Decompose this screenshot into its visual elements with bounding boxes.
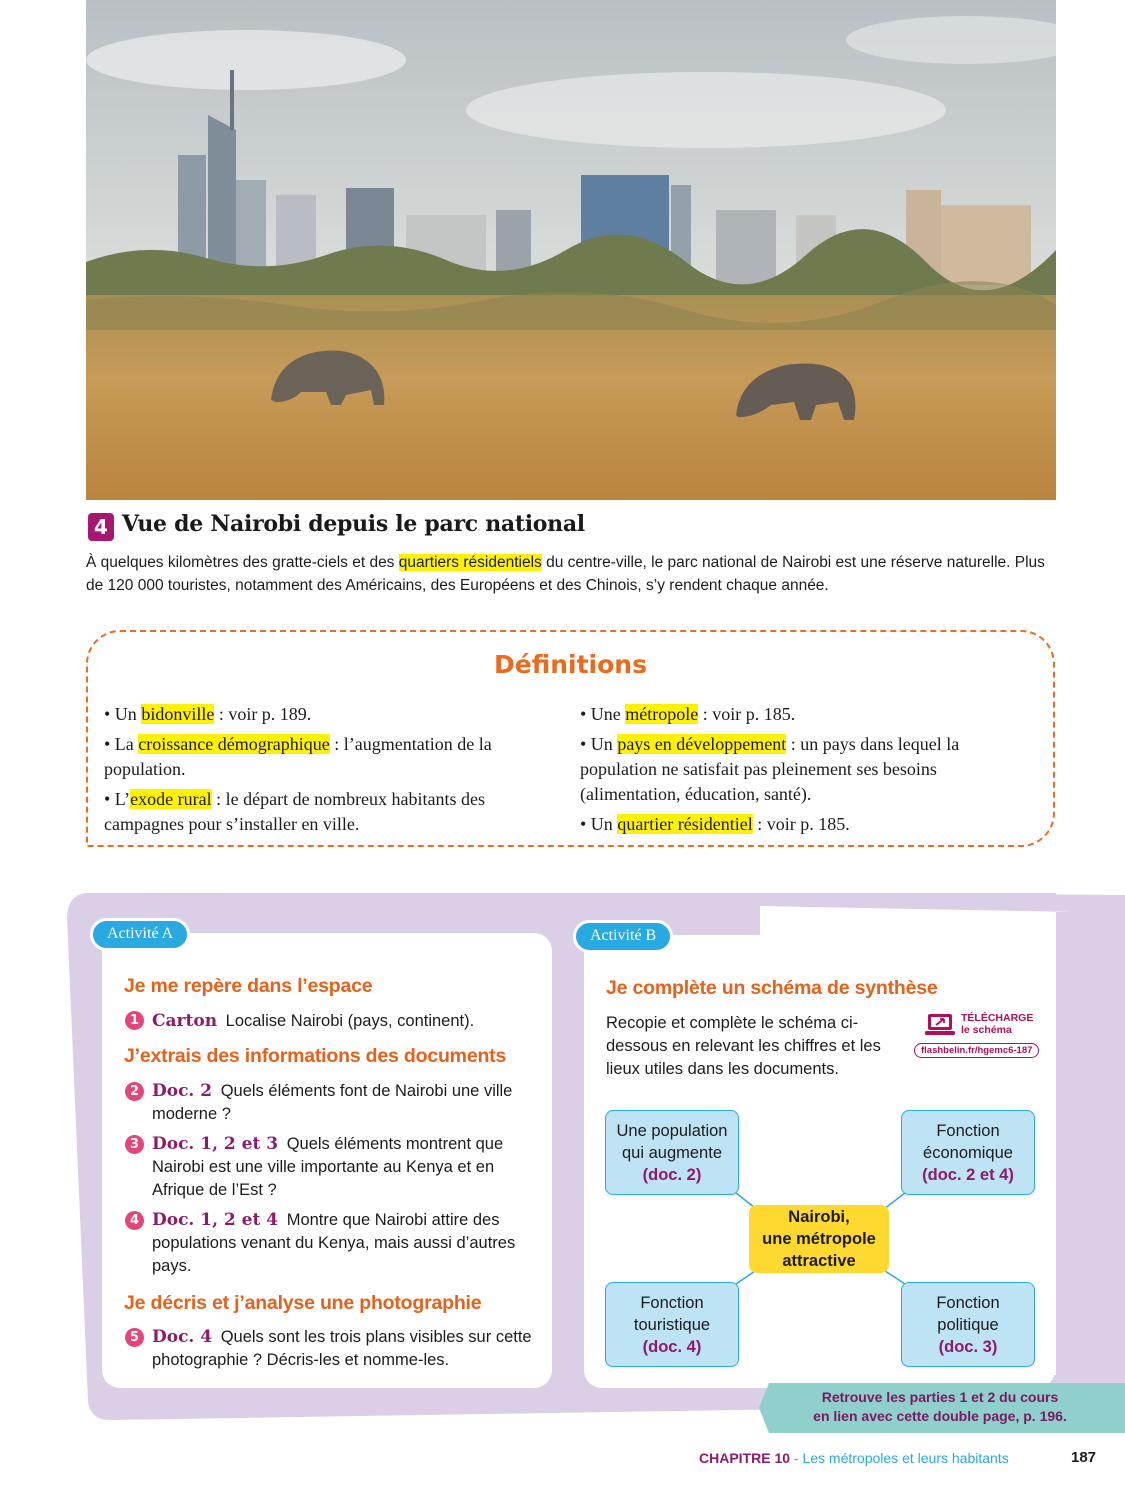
download-label: TÉLÉCHARGE le schéma [961,1012,1034,1036]
schema-node-population: Une population qui augmente (doc. 2) [605,1110,739,1195]
section-title-photo: Je décris et j’analyse une photographie [124,1292,482,1314]
definition-term: pays en développement [617,734,787,754]
question-3 [152,1133,537,1202]
question-2 [152,1080,522,1126]
question-number: 4 [125,1211,144,1230]
laptop-download-icon [924,1012,956,1038]
definition-term: bidonville [141,704,215,724]
definitions-left-column [104,702,524,842]
question-4 [152,1209,527,1278]
question-reference: Doc. 1, 2 et 4 [152,1210,279,1230]
question-text: Montre que Nairobi attire des populations venant du Kenya, mais aussi d’autres pays. [152,1211,516,1275]
document-caption [86,551,1066,597]
activity-a-tab: Activité A [90,918,190,951]
page-number: 187 [1071,1449,1097,1466]
section-title-schema: Je complète un schéma de synthèse [606,977,938,999]
document-number-badge: 4 [88,513,114,541]
question-reference: Doc. 2 [152,1081,213,1101]
schema-instructions: Recopie et complète le schéma ci-dessous en relevant les chiffres et les lieux utiles dans les documents. [606,1014,881,1078]
caption-text-1: À quelques kilomètres des gratte-ciels et des [86,554,399,571]
question-reference: Carton [152,1011,218,1031]
question-reference: Doc. 1, 2 et 3 [152,1134,279,1154]
schema-node-tourism: Fonction touristique (doc. 4) [605,1282,739,1367]
definition-item: • L’exode rural : le départ de nombreux habitants des campagnes pour s’installer en ville. [104,789,486,834]
caption-highlight: quartiers résidentiels [398,554,542,571]
schema-node-center: Nairobi, une métropole attractive [749,1205,889,1273]
definition-item: • Une métropole : voir p. 185. [580,704,796,724]
question-number: 3 [125,1135,144,1154]
definition-term: métropole [625,704,699,724]
section-title-space: Je me repère dans l’espace [124,975,373,997]
download-link[interactable]: flashbelin.fr/hgemc6-187 [914,1043,1039,1058]
definition-item: • Un bidonville : voir p. 189. [104,704,312,724]
definition-item: • Un pays en développement : un pays dans lequel la population ne satisfait pas pleinement ses besoins (alimentation, éducation, santé). [580,734,960,804]
question-text: Quels éléments font de Nairobi une ville moderne ? [152,1082,513,1123]
document-title: Vue de Nairobi depuis le parc national [122,511,585,537]
question-text: Quels sont les trois plans visibles sur cette photographie ? Décris-les et nomme-les. [152,1328,532,1369]
question-5 [152,1326,537,1372]
question-number: 1 [125,1011,144,1030]
activity-b-tab: Activité B [573,920,673,953]
definition-term: croissance démographique [138,734,330,754]
question-reference: Doc. 4 [152,1327,213,1347]
definitions-title: Définitions [494,650,647,679]
question-number: 5 [125,1328,144,1347]
question-1 [152,1010,542,1033]
section-title-extract: J’extrais des informations des documents [124,1045,507,1067]
footer-chapter-subtitle: - Les métropoles et leurs habitants [790,1450,1009,1466]
question-text: Quels éléments montrent que Nairobi est une ville importante au Kenya et en Afrique de l’Est ? [152,1135,504,1199]
definition-item: • La croissance démographique : l’augmentation de la population. [104,734,492,779]
schema-node-economic: Fonction économique (doc. 2 et 4) [901,1110,1035,1195]
definition-item: • Un quartier résidentiel : voir p. 185. [580,814,850,834]
nairobi-photo [86,0,1056,500]
course-reference-text: Retrouve les parties 1 et 2 du cours en lien avec cette double page, p. 196. [813,1389,1067,1424]
footer-chapter: CHAPITRE 10 - Les métropoles et leurs habitants [699,1450,1009,1466]
definition-term: quartier résidentiel [617,814,753,834]
definition-term: exode rural [130,789,212,809]
question-number: 2 [125,1082,144,1101]
caption-text-2: du centre-ville, le parc national de Nairobi est une réserve naturelle. Plus de 120 000 touristes, notamment des Américains, des Européens et des Chinois, s’y rendent chaque année. [86,554,1045,594]
schema-node-political: Fonction politique (doc. 3) [901,1282,1035,1367]
definitions-box [86,630,1055,847]
definitions-right-column [580,702,1020,842]
question-text: Localise Nairobi (pays, continent). [225,1012,475,1030]
